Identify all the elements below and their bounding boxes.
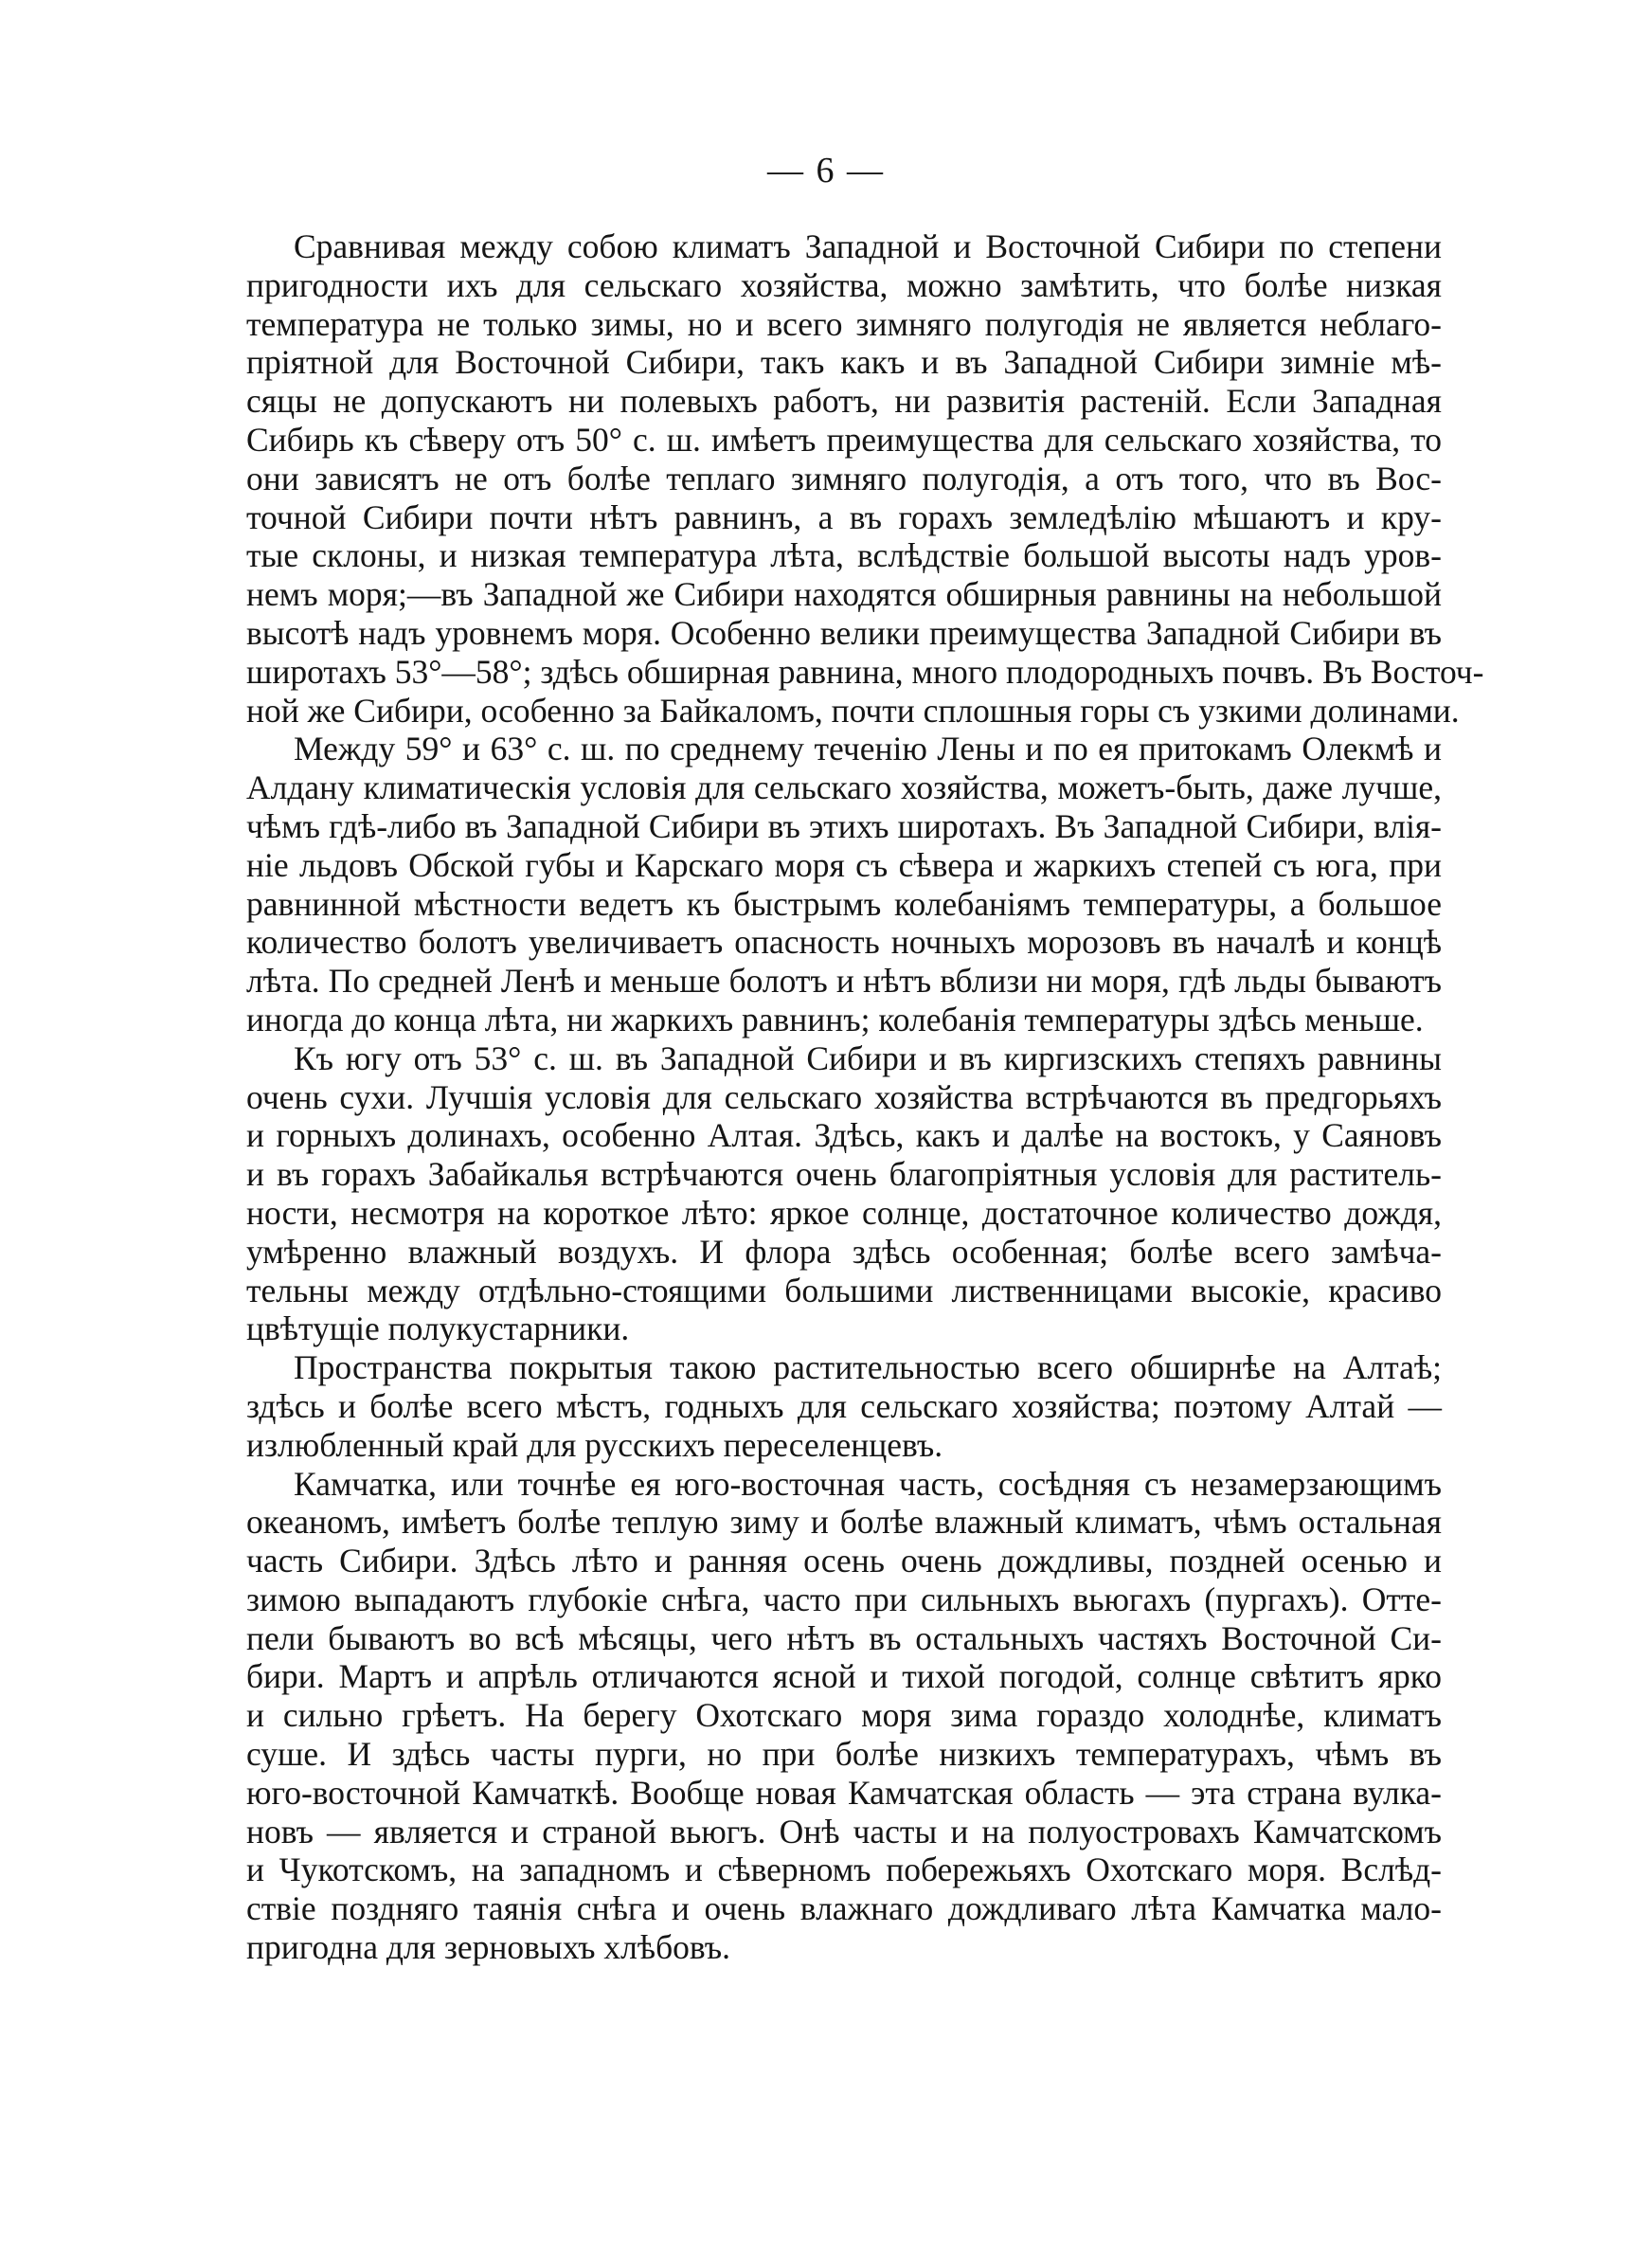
text-line: и въ горахъ Забайкалья встрѣчаются очень благопріятныя условія для раститель- — [246, 1155, 1442, 1194]
text-line: они зависятъ не отъ болѣе теплаго зимняго полугодія, а отъ того, что въ Вос- — [246, 459, 1442, 497]
text-line: количество болотъ увеличиваетъ опасность ночныхъ морозовъ въ началѣ и концѣ — [246, 923, 1442, 962]
text-line: Камчатка, или точнѣе ея юго-восточная часть, сосѣдняя съ незамерзающимъ — [294, 1464, 1442, 1503]
text-line: ніе льдовъ Обской губы и Карскаго моря съ сѣвера и жаркихъ степей съ юга, при — [246, 845, 1442, 884]
text-line: часть Сибири. Здѣсь лѣто и ранняя осень очень дождливы, поздней осенью и — [246, 1542, 1442, 1580]
paragraph — [246, 730, 1442, 1038]
page-number: — 6 — — [767, 151, 885, 190]
text-line: суше. И здѣсь часты пурги, но при болѣе низкихъ температурахъ, чѣмъ въ — [246, 1735, 1442, 1774]
text-line: океаномъ, имѣетъ болѣе теплую зиму и болѣе влажный климатъ, чѣмъ остальная — [246, 1503, 1442, 1542]
text-line: очень сухи. Лучшія условія для сельскаго хозяйства встрѣчаются въ предгорьяхъ — [246, 1077, 1442, 1116]
text-line: тельны между отдѣльно-стоящими большими лиственницами высокіе, красиво — [246, 1271, 1442, 1309]
text-line: зимою выпадаютъ глубокіе снѣга, часто при сильныхъ вьюгахъ (пургахъ). Отте- — [246, 1580, 1442, 1618]
text-line: и горныхъ долинахъ, особенно Алтая. Здѣсь, какъ и далѣе на востокъ, у Саяновъ — [246, 1116, 1442, 1155]
text-line: цвѣтущіе полукустарники. — [246, 1309, 630, 1348]
text-line: точной Сибири почти нѣтъ равнинъ, а въ горахъ земледѣлію мѣшаютъ и кру- — [246, 497, 1442, 536]
text-line: здѣсь и болѣе всего мѣстъ, годныхъ для сельскаго хозяйства; поэтому Алтай — — [246, 1386, 1442, 1425]
text-line: юго-восточной Камчаткѣ. Вообще новая Камчатская область — эта страна вулка- — [246, 1773, 1442, 1812]
text-line: Къ югу отъ 53° с. ш. въ Западной Сибири и въ киргизскихъ степяхъ равнины — [294, 1038, 1442, 1077]
paragraph — [246, 227, 1484, 730]
text-line: широтахъ 53°—58°; здѣсь обширная равнина, много плодородныхъ почвъ. Въ Восточ- — [246, 652, 1484, 691]
text-line: ной же Сибири, особенно за Байкаломъ, почти сплошныя горы съ узкими долинами. — [246, 691, 1460, 730]
text-line: пели бываютъ во всѣ мѣсяцы, чего нѣтъ въ остальныхъ частяхъ Восточной Си- — [246, 1618, 1442, 1657]
text-line: Между 59° и 63° с. ш. по среднему теченію Лены и по ея притокамъ Олекмѣ и — [294, 730, 1442, 768]
text-line: Сибирь къ сѣверу отъ 50° с. ш. имѣетъ преимущества для сельскаго хозяйства, то — [246, 420, 1442, 459]
text-line: новъ — является и страной вьюгъ. Онѣ часты и на полуостровахъ Камчатскомъ — [246, 1812, 1442, 1851]
text-line: Сравнивая между собою климатъ Западной и Восточной Сибири по степени — [294, 227, 1442, 265]
text-line: ствіе поздняго таянія снѣга и очень влажнаго дождливаго лѣта Камчатка мало- — [246, 1889, 1442, 1928]
text-line: ности, несмотря на короткое лѣто: яркое солнце, достаточное количество дождя, — [246, 1193, 1442, 1232]
paragraph — [246, 1039, 1442, 1348]
text-line: лѣта. По средней Ленѣ и меньше болотъ и нѣтъ вблизи ни моря, гдѣ льды бываютъ — [246, 962, 1442, 1001]
body-text — [246, 227, 1484, 1967]
text-line: высотѣ надъ уровнемъ моря. Особенно велики преимущества Западной Сибири въ — [246, 613, 1442, 652]
text-line: пригодна для зерновыхъ хлѣбовъ. — [246, 1928, 731, 1967]
text-line: и Чукотскомъ, на западномъ и сѣверномъ побережьяхъ Охотскаго моря. Вслѣд- — [246, 1851, 1442, 1889]
text-line: сяцы не допускаютъ ни полевыхъ работъ, ни развитія растеній. Если Западная — [246, 382, 1442, 421]
text-line: умѣренно влажный воздухъ. И флора здѣсь особенная; болѣе всего замѣча- — [246, 1232, 1442, 1271]
text-line: тые склоны, и низкая температура лѣта, вслѣдствіе большой высоты надъ уров- — [246, 536, 1442, 575]
text-line: пригодности ихъ для сельскаго хозяйства, можно замѣтить, что болѣе низкая — [246, 265, 1442, 304]
text-line: Пространства покрытыя такою растительностью всего обширнѣе на Алтаѣ; — [294, 1348, 1442, 1387]
text-line: немъ моря;—въ Западной же Сибири находятся обширныя равнины на небольшой — [246, 575, 1442, 614]
text-line: пріятной для Восточной Сибири, такъ какъ и въ Западной Сибири зимніе мѣ- — [246, 343, 1442, 382]
text-line: температура не только зимы, но и всего зимняго полугодія не является неблаго- — [246, 304, 1442, 343]
text-line: иногда до конца лѣта, ни жаркихъ равнинъ; колебанія температуры здѣсь меньше. — [246, 1000, 1424, 1038]
text-line: равнинной мѣстности ведетъ къ быстрымъ колебаніямъ температуры, а большое — [246, 884, 1442, 923]
paragraph — [246, 1465, 1442, 1967]
text-line: бири. Мартъ и апрѣль отличаются ясной и тихой погодой, солнце свѣтитъ ярко — [246, 1657, 1442, 1696]
text-line: и сильно грѣетъ. На берегу Охотскаго моря зима гораздо холоднѣе, климатъ — [246, 1696, 1442, 1735]
paragraph — [246, 1348, 1442, 1464]
text-line: чѣмъ гдѣ-либо въ Западной Сибири въ этихъ широтахъ. Въ Западной Сибири, влія- — [246, 806, 1442, 845]
text-line: излюбленный край для русскихъ переселенцевъ. — [246, 1425, 943, 1464]
text-line: Алдану климатическія условія для сельскаго хозяйства, можетъ-быть, даже лучше, — [246, 768, 1442, 807]
